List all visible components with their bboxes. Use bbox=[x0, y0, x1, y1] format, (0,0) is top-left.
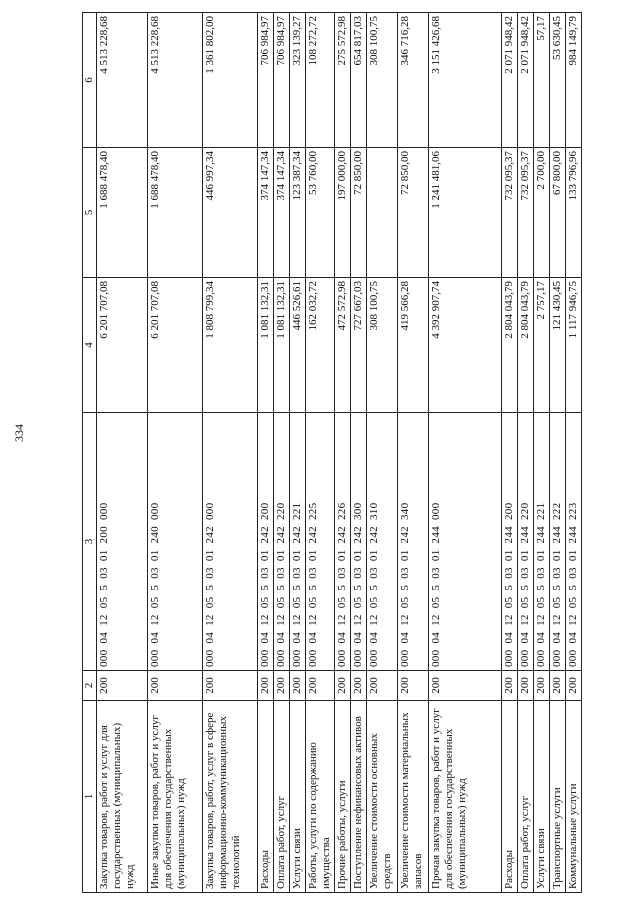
row-value-col6: 53 630,45 bbox=[549, 13, 565, 148]
row-value-col6: 654 817,03 bbox=[350, 13, 366, 148]
row-value-col5 bbox=[366, 148, 397, 278]
row-value-col5: 732 095,37 bbox=[501, 148, 517, 278]
header-cell: 2 bbox=[83, 671, 97, 701]
row-code-cell: 200 bbox=[334, 671, 350, 701]
header-cell: 4 bbox=[83, 278, 97, 413]
table-row bbox=[428, 13, 501, 893]
row-kbk-cell: 000 04 12 05 5 03 01 242 226 bbox=[334, 413, 350, 671]
table-row bbox=[147, 13, 202, 893]
row-value-col5: 53 760,00 bbox=[305, 148, 334, 278]
row-value-col4: 162 032,72 bbox=[305, 278, 334, 413]
row-name-cell: Прочая закупка товаров, работ и услуг для обеспечения государственных (муниципальных) нужд bbox=[428, 701, 501, 893]
table-row bbox=[305, 13, 334, 893]
row-code-cell: 200 bbox=[549, 671, 565, 701]
row-kbk-cell: 000 04 12 05 5 03 01 244 220 bbox=[517, 413, 533, 671]
row-name-cell: Услуги связи bbox=[289, 701, 305, 893]
row-value-col6: 4 513 228,68 bbox=[96, 13, 147, 148]
row-kbk-cell: 000 04 12 05 5 03 01 242 300 bbox=[350, 413, 366, 671]
table-row bbox=[202, 13, 257, 893]
row-value-col4: 308 100,75 bbox=[366, 278, 397, 413]
row-value-col4: 446 526,61 bbox=[289, 278, 305, 413]
header-cell: 5 bbox=[83, 148, 97, 278]
row-kbk-cell: 000 04 12 05 5 03 01 244 222 bbox=[549, 413, 565, 671]
row-code-cell: 200 bbox=[257, 671, 273, 701]
row-value-col5: 374 147,34 bbox=[273, 148, 289, 278]
row-value-col5: 72 850,00 bbox=[350, 148, 366, 278]
row-value-col6: 346 716,28 bbox=[397, 13, 428, 148]
row-value-col6: 1 361 802,00 bbox=[202, 13, 257, 148]
header-row bbox=[83, 13, 97, 893]
row-value-col6: 2 071 948,42 bbox=[517, 13, 533, 148]
rotated-table-container bbox=[82, 13, 640, 893]
row-value-col5: 446 997,34 bbox=[202, 148, 257, 278]
row-name-cell: Оплата работ, услуг bbox=[517, 701, 533, 893]
table-row bbox=[257, 13, 273, 893]
row-value-col6: 275 572,98 bbox=[334, 13, 350, 148]
row-name-cell: Транспортные услуги bbox=[549, 701, 565, 893]
row-kbk-cell: 000 04 12 05 5 03 01 242 221 bbox=[289, 413, 305, 671]
row-value-col4: 1 808 799,34 bbox=[202, 278, 257, 413]
row-value-col4: 121 430,45 bbox=[549, 278, 565, 413]
row-value-col5: 1 688 478,40 bbox=[147, 148, 202, 278]
row-kbk-cell: 000 04 12 05 5 03 01 242 225 bbox=[305, 413, 334, 671]
row-value-col4: 472 572,98 bbox=[334, 278, 350, 413]
row-code-cell: 200 bbox=[96, 671, 147, 701]
row-value-col6: 4 513 228,68 bbox=[147, 13, 202, 148]
row-name-cell: Расходы bbox=[501, 701, 517, 893]
row-kbk-cell: 000 04 12 05 5 03 01 244 200 bbox=[501, 413, 517, 671]
table-row bbox=[350, 13, 366, 893]
row-code-cell: 200 bbox=[428, 671, 501, 701]
table-row bbox=[517, 13, 533, 893]
row-kbk-cell: 000 04 12 05 5 03 01 244 000 bbox=[428, 413, 501, 671]
table-row bbox=[397, 13, 428, 893]
row-value-col5: 1 688 478,40 bbox=[96, 148, 147, 278]
row-value-col4: 419 566,28 bbox=[397, 278, 428, 413]
row-name-cell: Оплата работ, услуг bbox=[273, 701, 289, 893]
table-row bbox=[366, 13, 397, 893]
row-value-col4: 1 081 132,31 bbox=[273, 278, 289, 413]
row-code-cell: 200 bbox=[202, 671, 257, 701]
row-value-col6: 57,17 bbox=[533, 13, 549, 148]
table-row bbox=[549, 13, 565, 893]
row-code-cell: 200 bbox=[501, 671, 517, 701]
row-value-col6: 308 100,75 bbox=[366, 13, 397, 148]
row-kbk-cell: 000 04 12 05 5 03 01 244 223 bbox=[565, 413, 581, 671]
table-row bbox=[501, 13, 517, 893]
row-value-col6: 706 984,97 bbox=[273, 13, 289, 148]
row-code-cell: 200 bbox=[533, 671, 549, 701]
row-kbk-cell: 000 04 12 05 5 03 01 242 310 bbox=[366, 413, 397, 671]
row-value-col5: 123 387,34 bbox=[289, 148, 305, 278]
row-value-col5: 197 000,00 bbox=[334, 148, 350, 278]
row-value-col4: 4 392 907,74 bbox=[428, 278, 501, 413]
row-name-cell: Расходы bbox=[257, 701, 273, 893]
row-value-col4: 6 201 707,08 bbox=[96, 278, 147, 413]
table-row bbox=[273, 13, 289, 893]
row-value-col5: 2 700,00 bbox=[533, 148, 549, 278]
row-name-cell: Коммунальные услуги bbox=[565, 701, 581, 893]
row-value-col5: 67 800,00 bbox=[549, 148, 565, 278]
row-value-col6: 706 984,97 bbox=[257, 13, 273, 148]
row-value-col4: 1 117 946,75 bbox=[565, 278, 581, 413]
row-kbk-cell: 000 04 12 05 5 03 01 242 220 bbox=[273, 413, 289, 671]
row-code-cell: 200 bbox=[565, 671, 581, 701]
row-value-col6: 323 139,27 bbox=[289, 13, 305, 148]
budget-table bbox=[82, 12, 582, 893]
table-row bbox=[533, 13, 549, 893]
row-kbk-cell: 000 04 12 05 5 03 01 244 221 bbox=[533, 413, 549, 671]
row-name-cell: Работы, услуги по содержанию имущества bbox=[305, 701, 334, 893]
row-name-cell: Увеличение стоимости материальных запасов bbox=[397, 701, 428, 893]
row-name-cell: Услуги связи bbox=[533, 701, 549, 893]
row-code-cell: 200 bbox=[273, 671, 289, 701]
row-value-col4: 6 201 707,08 bbox=[147, 278, 202, 413]
row-value-col4: 2 804 043,79 bbox=[517, 278, 533, 413]
header-cell: 6 bbox=[83, 13, 97, 148]
row-kbk-cell: 000 04 12 05 5 03 01 242 340 bbox=[397, 413, 428, 671]
row-code-cell: 200 bbox=[350, 671, 366, 701]
row-kbk-cell: 000 04 12 05 5 03 01 240 000 bbox=[147, 413, 202, 671]
row-name-cell: Поступление нефинансовых активов bbox=[350, 701, 366, 893]
row-code-cell: 200 bbox=[147, 671, 202, 701]
row-value-col5: 72 850,00 bbox=[397, 148, 428, 278]
header-cell: 1 bbox=[83, 701, 97, 893]
row-name-cell: Иные закупки товаров, работ и услуг для обеспечения государственных (муниципальных) нужд bbox=[147, 701, 202, 893]
row-code-cell: 200 bbox=[289, 671, 305, 701]
row-value-col5: 732 095,37 bbox=[517, 148, 533, 278]
row-name-cell: Прочие работы, услуги bbox=[334, 701, 350, 893]
row-code-cell: 200 bbox=[517, 671, 533, 701]
table-row bbox=[289, 13, 305, 893]
row-value-col6: 108 272,72 bbox=[305, 13, 334, 148]
row-value-col6: 2 071 948,42 bbox=[501, 13, 517, 148]
row-name-cell: Увеличение стоимости основных средств bbox=[366, 701, 397, 893]
table-row bbox=[334, 13, 350, 893]
row-value-col4: 1 081 132,31 bbox=[257, 278, 273, 413]
row-kbk-cell: 000 04 12 05 5 03 01 200 000 bbox=[96, 413, 147, 671]
table-row bbox=[96, 13, 147, 893]
row-code-cell: 200 bbox=[397, 671, 428, 701]
row-value-col6: 3 151 426,68 bbox=[428, 13, 501, 148]
row-name-cell: Закупка товаров, работ, услуг в сфере информационно-коммуникационных технологий bbox=[202, 701, 257, 893]
row-value-col4: 727 667,03 bbox=[350, 278, 366, 413]
row-kbk-cell: 000 04 12 05 5 03 01 242 200 bbox=[257, 413, 273, 671]
row-value-col4: 2 804 043,79 bbox=[501, 278, 517, 413]
header-cell: 3 bbox=[83, 413, 97, 671]
row-name-cell: Закупка товаров, работ и услуг для государственных (муниципальных) нужд bbox=[96, 701, 147, 893]
row-code-cell: 200 bbox=[366, 671, 397, 701]
page-number: 334 bbox=[12, 424, 26, 442]
table-row bbox=[565, 13, 581, 893]
row-value-col5: 374 147,34 bbox=[257, 148, 273, 278]
row-value-col5: 133 796,96 bbox=[565, 148, 581, 278]
row-code-cell: 200 bbox=[305, 671, 334, 701]
row-value-col6: 984 149,79 bbox=[565, 13, 581, 148]
row-value-col5: 1 241 481,06 bbox=[428, 148, 501, 278]
row-kbk-cell: 000 04 12 05 5 03 01 242 000 bbox=[202, 413, 257, 671]
row-value-col4: 2 757,17 bbox=[533, 278, 549, 413]
